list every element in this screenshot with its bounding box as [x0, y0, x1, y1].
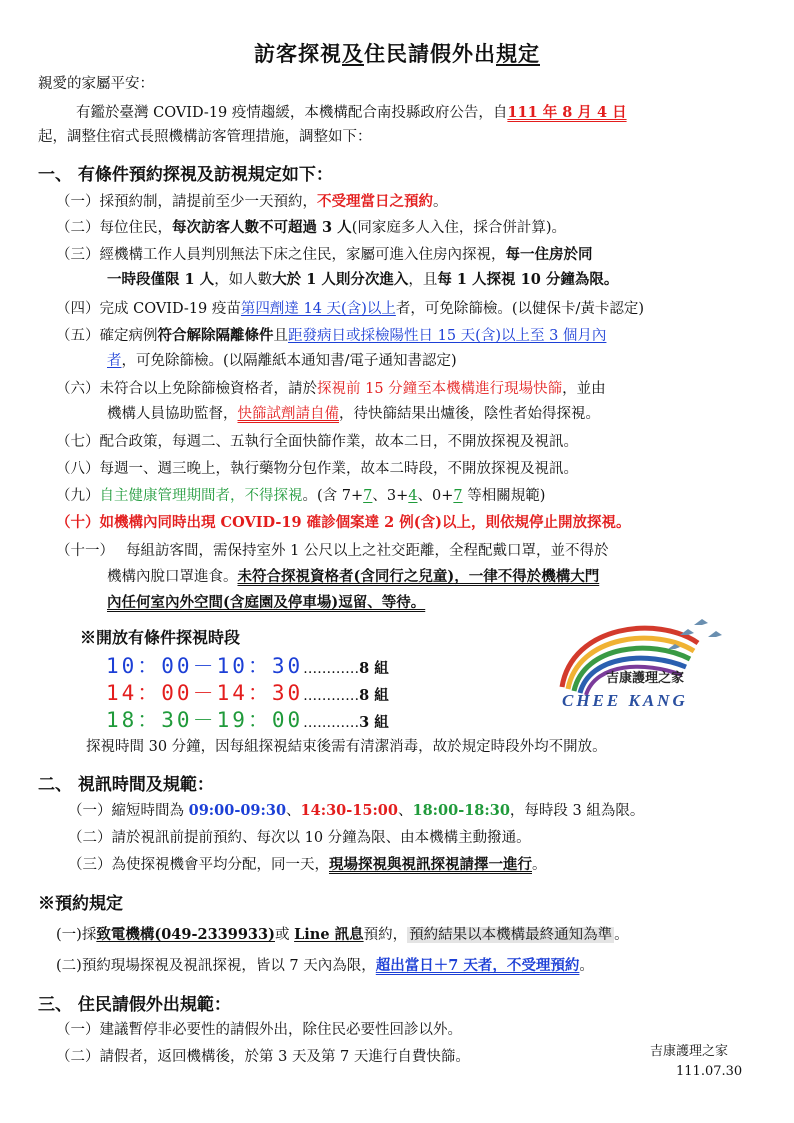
- s1-item-11-cont-2: [107, 593, 425, 613]
- text: 、: [397, 803, 413, 819]
- effective-date: 111 年 8 月 4 日: [507, 104, 627, 121]
- section-2-heading: 二、 視訊時間及規範：: [38, 775, 214, 795]
- title-part: 住民請假外出: [364, 41, 496, 66]
- text: 4: [408, 488, 418, 504]
- text: 7: [453, 488, 463, 504]
- slot-time: 10：00－10：30: [106, 654, 304, 678]
- text: 未符合探視資格者(含同行之兒童)，一律不得於機構大門: [237, 568, 600, 585]
- s1-item-3-cont: [107, 270, 618, 290]
- time-range: 14:30-15:00: [300, 802, 398, 819]
- text: 預約，: [363, 927, 408, 943]
- text: 為使探視機會平均分配，同一天，: [111, 857, 329, 873]
- item-number: （一）: [56, 1022, 100, 1038]
- slot-groups: 8 組: [359, 660, 389, 677]
- text: 確定病例: [99, 328, 158, 344]
- text: 大於 1 人則分次進入: [272, 271, 409, 288]
- s1-item-9: [56, 486, 545, 506]
- text: Line 訊息: [294, 926, 364, 943]
- s1-item-6: [56, 379, 606, 399]
- text: 現場探視與視訊探視請擇一進行: [329, 856, 532, 873]
- text: 有鑑於臺灣 COVID-19 疫情趨緩，本機構配合南投縣政府公告，自: [76, 105, 508, 121]
- s1-item-5-cont: [107, 351, 457, 371]
- time-range: 09:00-09:30: [188, 802, 287, 819]
- item-number: （二）: [68, 830, 112, 846]
- text: 。(含 7+: [302, 488, 364, 504]
- section-1-heading: 一、 有條件預約探視及訪視規定如下：: [38, 165, 333, 185]
- item-number: （九）: [56, 488, 100, 504]
- text: 機構人員協助監督，: [107, 406, 238, 422]
- text: 採預約制，請提前至少一天預約，: [99, 194, 317, 210]
- text: 且: [273, 328, 288, 344]
- item-number: （一）: [68, 803, 112, 819]
- item-number: （十）: [56, 514, 100, 531]
- text: 未符合以上免除篩檢資格者，請於: [99, 381, 317, 397]
- item-number: （三）: [68, 857, 112, 873]
- s3-item-2: [56, 956, 594, 976]
- text: ，且: [408, 272, 438, 288]
- s1-item-6-cont: [107, 404, 600, 424]
- text: 每位住民，: [99, 220, 172, 236]
- s2-item-3: [68, 855, 547, 875]
- text: 、: [286, 803, 301, 819]
- highlighted-text: 預約結果以本機構最終通知為準: [409, 927, 613, 943]
- text: 配合政策，每週二、五執行全面快篩作業，故本二日，不開放探視及視訊。: [99, 434, 578, 450]
- text: ，可免除篩檢。(以隔離紙本通知書/電子通知書認定): [121, 353, 457, 369]
- text: 一時段僅限 1 人: [107, 271, 215, 288]
- visit-slots-heading: ※開放有條件探視時段: [80, 628, 241, 647]
- slot-groups: 8 組: [359, 687, 389, 704]
- leader-dots: …………: [303, 661, 360, 677]
- visit-slot-1: [106, 650, 389, 680]
- intro-line-2: 起，調整住宿式長照機構訪客管理措施，調整如下：: [38, 129, 372, 145]
- text: 採: [81, 927, 97, 943]
- s1-item-11: [56, 541, 608, 561]
- text: 經機構工作人員判別無法下床之住民，家屬可進入住房內探視，: [99, 247, 506, 263]
- item-number: （一）: [56, 194, 100, 210]
- slot-time: 14：00－14：30: [106, 681, 304, 705]
- logo-chinese-name: 吉康護理之家: [606, 671, 685, 686]
- item-number: （四）: [56, 301, 100, 317]
- text: 每次訪客人數不可超過 3 人: [172, 219, 352, 236]
- text: 請假者，返回機構後，於第 3 天及第 7 天進行自費快篩。: [99, 1049, 470, 1065]
- text: ，待快篩結果出爐後，陰性者始得探視。: [339, 406, 600, 422]
- text: 或: [274, 927, 295, 943]
- footer-org: 吉康護理之家: [650, 1044, 729, 1059]
- text: 。: [579, 958, 594, 974]
- text: 者，可免除篩檢。(以健保卡/黃卡認定): [395, 301, 645, 317]
- title-part: 規定: [496, 41, 540, 66]
- logo-english-name: CHEE KANG: [562, 691, 688, 710]
- text: 、3+: [372, 488, 409, 504]
- footer-date: 111.07.30: [676, 1064, 743, 1079]
- text: 符合解除隔離條件: [157, 327, 274, 344]
- text: ，如人數: [214, 272, 273, 288]
- greeting: 親愛的家屬平安：: [38, 76, 154, 92]
- page-title: [0, 38, 794, 68]
- chee-kang-logo: [548, 605, 730, 717]
- intro-line-1: [76, 103, 627, 123]
- item-number: （二）: [56, 220, 100, 236]
- text: 7: [363, 488, 373, 504]
- s2-item-2: [68, 828, 531, 848]
- s4-item-2: [56, 1047, 470, 1067]
- item-number: （二）: [56, 1049, 100, 1065]
- s1-item-7: [56, 432, 578, 452]
- text: 超出當日＋7 天者，不受理預約: [375, 957, 580, 974]
- s1-item-5: [56, 326, 606, 346]
- text: ，每時段 3 組為限。: [509, 803, 645, 819]
- text: (同家庭多人入住，採合併計算)。: [351, 220, 567, 236]
- section-3-heading: 三、 住民請假外出規範：: [38, 995, 231, 1015]
- text: 請於視訊前提前預約、每次以 10 分鐘為限、由本機構主動撥通。: [111, 830, 531, 846]
- slot-groups: 3 組: [359, 714, 389, 731]
- section-booking-heading: ※預約規定: [38, 894, 123, 914]
- s1-item-4: [56, 299, 644, 319]
- item-number: （三）: [56, 247, 100, 263]
- item-number: (一): [56, 927, 82, 943]
- s1-item-11-cont: [107, 567, 599, 587]
- visit-slot-2: [106, 677, 389, 707]
- visit-note: 探視時間 30 分鐘，因每組探視結束後需有清潔消毒，故於規定時段外均不開放。: [86, 739, 607, 755]
- text: 。: [532, 857, 547, 873]
- visit-slot-3: [106, 704, 389, 734]
- s4-item-1: [56, 1020, 462, 1040]
- time-range: 18:00-18:30: [412, 802, 510, 819]
- slot-time: 18：30－19：00: [106, 708, 304, 732]
- text: 第四劑達 14 天(含)以上: [240, 301, 396, 317]
- text: 。: [614, 927, 629, 943]
- title-part: 及: [342, 41, 364, 66]
- item-number: （六）: [56, 381, 100, 397]
- text: 、0+: [417, 488, 454, 504]
- leader-dots: …………: [303, 715, 360, 731]
- text: 快篩試劑請自備: [237, 406, 339, 422]
- text: 不受理當日之預約: [317, 193, 433, 210]
- s3-item-1: [56, 925, 629, 945]
- text: 每組訪客間，需保持室外 1 公尺以上之社交距離，全程配戴口罩，並不得於: [126, 543, 609, 559]
- text: 等相關規範): [462, 488, 546, 504]
- item-number: （八）: [56, 461, 100, 477]
- text: 完成 COVID-19 疫苗: [99, 301, 241, 317]
- text: 自主健康管理期間者，不得探視: [99, 488, 303, 504]
- text: 每週一、週三晚上，執行藥物分包作業，故本二時段，不開放探視及視訊。: [99, 461, 578, 477]
- item-number: （七）: [56, 434, 100, 450]
- s1-item-8: [56, 459, 578, 479]
- text: 距發病日或採檢陽性日 15 天(含)以上至 3 個月內: [288, 328, 607, 344]
- text: 機構內脫口罩進食。: [107, 569, 238, 585]
- s1-item-1: [56, 192, 448, 212]
- text: 如機構內同時出現 COVID-19 確診個案達 2 例(含)以上，則依規停止開放探視。: [99, 514, 631, 531]
- item-number: (二): [56, 958, 82, 974]
- text: 縮短時間為: [111, 803, 189, 819]
- phone-number: 致電機構(049-2339933): [96, 926, 275, 943]
- s1-item-3: [56, 245, 593, 265]
- text: 每 1 人探視 10 分鐘為限。: [437, 271, 619, 288]
- text: 內任何室內外空間(含庭園及停車場)逗留、等待。: [107, 594, 426, 611]
- title-part: 訪客探視: [254, 41, 342, 66]
- text: 預約現場探視及視訊探視，皆以 7 天內為限，: [81, 958, 376, 974]
- item-number: （十一）: [56, 543, 114, 559]
- s1-item-2: [56, 218, 566, 238]
- text: 每一住房於同: [505, 246, 593, 263]
- text: 建議暫停非必要性的請假外出，除住民必要性回診以外。: [99, 1022, 462, 1038]
- text: 者: [107, 353, 122, 369]
- s1-item-10: [56, 513, 631, 533]
- text: ，並由: [562, 381, 606, 397]
- text: 探視前 15 分鐘至本機構進行現場快篩: [317, 381, 563, 397]
- leader-dots: …………: [303, 688, 360, 704]
- s2-item-1: [68, 801, 644, 821]
- item-number: （五）: [56, 328, 100, 344]
- text: 。: [433, 194, 448, 210]
